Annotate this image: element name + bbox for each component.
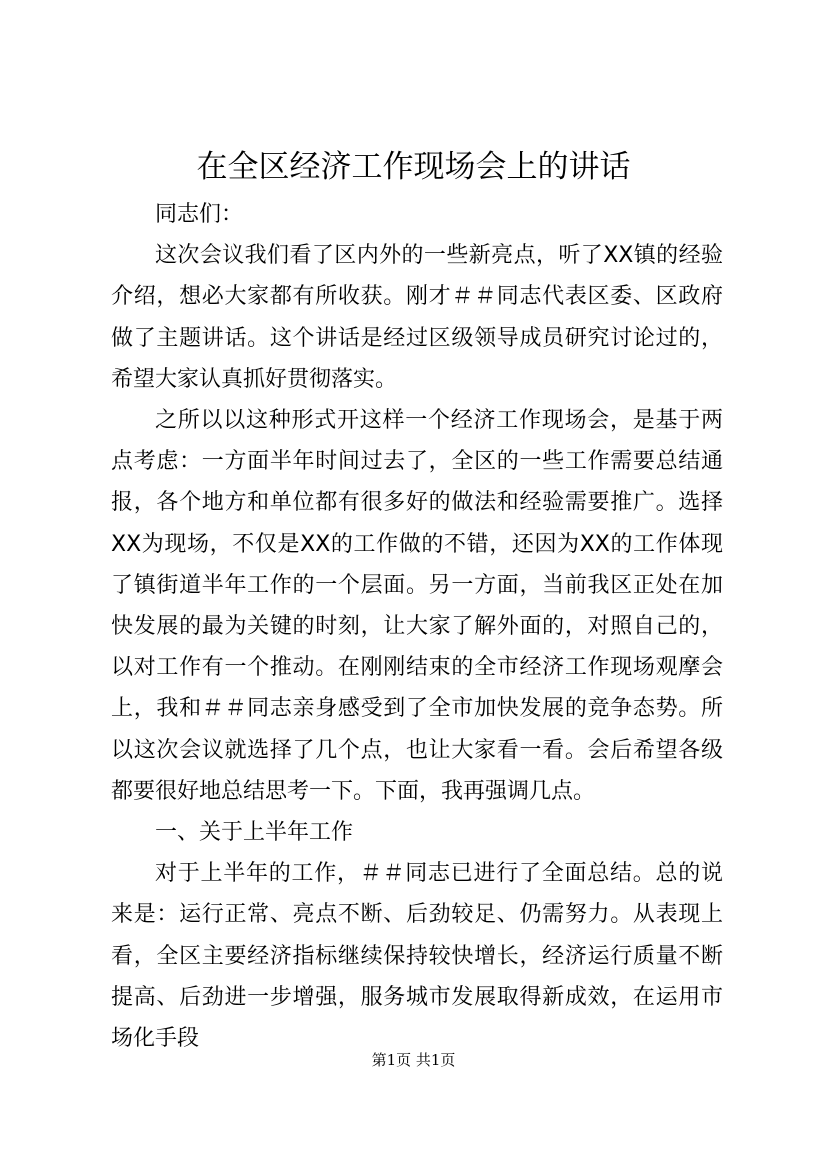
section-heading: 一、关于上半年工作 — [155, 820, 354, 846]
document-body — [111, 194, 723, 1059]
document-title: 在全区经济工作现场会上的讲话 — [196, 149, 631, 185]
page-number-footer: 第1页 共1页 — [371, 1051, 456, 1069]
paragraph: 之所以以这种形式开这样一个经济工作现场会，是基于两点考虑：一方面半年时间过去了，全区的一些工作需要总结通报，各个地方和单位都有很多好的做法和经验需要推广。选择XX为现场，不仅是XX的工作做的不错，还因为XX的工作体现了镇街道半年工作的一个层面。另一方面，当前我区正处在加快发展的最为关键的时刻，让大家了解外面的，对照自己的，以对工作有一个推动。在刚刚结束的全市经济工作现场观摩会上，我和＃＃同志亲身感受到了全市加快发展的竞争态势。所以这次会议就选择了几个点，也让大家看一看。会后希望各级都要很好地总结思考一下。下面，我再强调几点。 — [111, 408, 723, 804]
paragraph: 这次会议我们看了区内外的一些新亮点，听了XX镇的经验介绍，想必大家都有所收获。刚才＃＃同志代表区委、区政府做了主题讲话。这个讲话是经过区级领导成员研究讨论过的，希望大家认真抓好贯彻落实。 — [111, 243, 723, 392]
salutation: 同志们： — [155, 202, 244, 227]
paragraph: 对于上半年的工作，＃＃同志已进行了全面总结。总的说来是：运行正常、亮点不断、后劲较足、仍需努力。从表现上看，全区主要经济指标继续保持较快增长，经济运行质量不断提高、后劲进一步增强，服务城市发展取得新成效，在运用市场化手段 — [111, 861, 723, 1052]
